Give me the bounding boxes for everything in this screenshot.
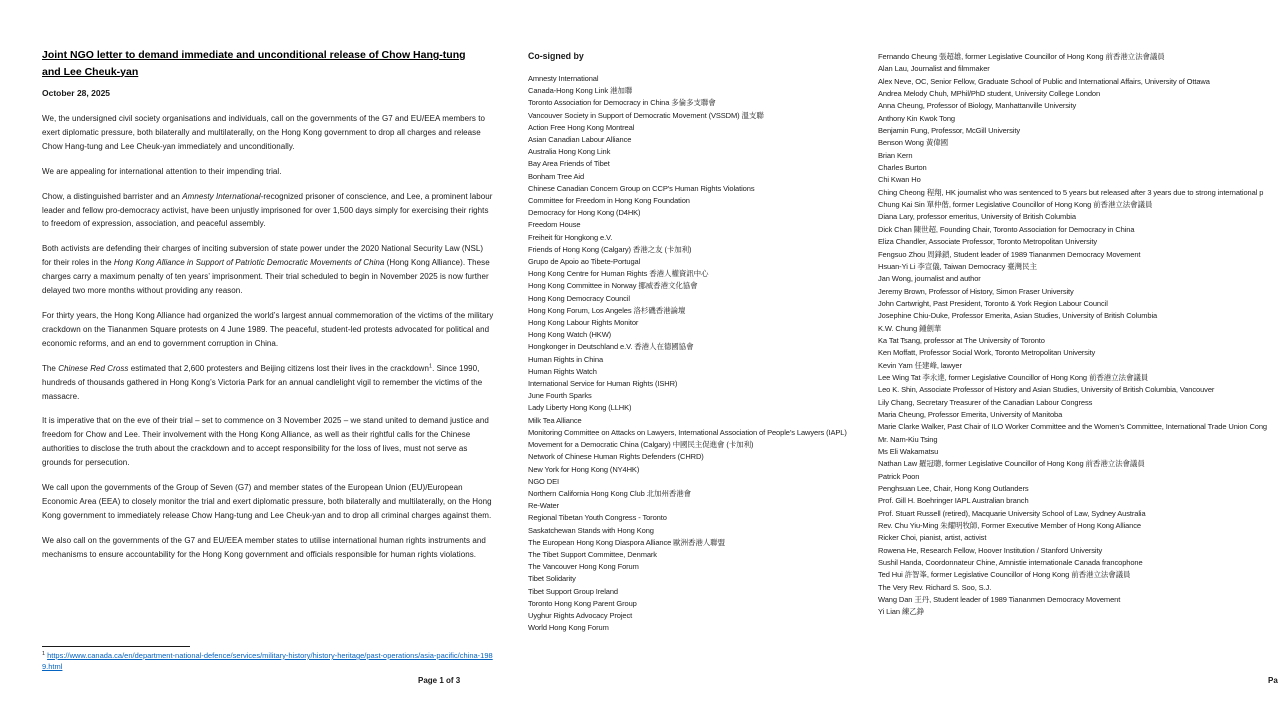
signatory-item: Dick Chan 陳世超, Founding Chair, Toronto Association for Democracy in China [878, 224, 1135, 234]
signatory-item: Lee Wing Tat 李永達, former Legislative Councillor of Hong Kong 前香港立法會議員 [878, 372, 1149, 382]
signatory-item: Wang Dan 王丹, Student leader of 1989 Tiananmen Democracy Movement [878, 595, 1121, 605]
signatory-item: Anthony Kin Kwok Tong [878, 113, 955, 123]
signatory-item: Rowena He, Research Fellow, Hoover Institution / Stanford University [878, 545, 1103, 555]
signatory-item: Alex Neve, OC, Senior Fellow, Graduate School of Public and International Affairs, University of Ottawa [878, 76, 1210, 86]
organization-item: Lady Liberty Hong Kong (LLHK) [528, 403, 632, 413]
signatory-item: Yi Lian 練乙錚 [878, 607, 925, 617]
signatory-item: Sushil Handa, Coordonnateur Chine, Amnistie internationale Canada francophone [878, 558, 1143, 568]
organization-item: Canada-Hong Kong Link 港加聯 [528, 86, 633, 96]
letter-paragraph: For thirty years, the Hong Kong Alliance had organized the world’s largest annual commemoration of the victims of the military crackdown on the Tiananmen Square protests on 4 June 1989. The peaceful, student-led protests advocated for political and economic reforms, and an end to government corruption in China. [42, 310, 494, 348]
signatories-list [878, 51, 1280, 619]
organization-item: Chinese Canadian Concern Group on CCP’s Human Rights Violations [528, 183, 755, 193]
signatory-item: Prof. Stuart Russell (retired), Macquarie University School of Law, Sydney Australia [878, 508, 1146, 518]
organization-item: Human Rights in China [528, 354, 604, 364]
letter-paragraph: We, the undersigned civil society organisations and individuals, call on the governments of the G7 and EU/EEA members to exert diplomatic pressure, both bilaterally and multilaterally, on the Hong Kong government to drop all charges and release Chow Hang-tung and Lee Cheuk-yan immediately and unconditionally. [42, 114, 485, 151]
signatory-item: Lily Chang, Secretary Treasurer of the Canadian Labour Congress [878, 397, 1093, 407]
letter-body [42, 112, 494, 562]
signatory-item: Ken Moffatt, Professor Social Work, Toronto Metropolitan University [878, 348, 1096, 358]
signatory-item: Fernando Cheung 張超雄, former Legislative Councillor of Hong Kong 前香港立法會議員 [878, 52, 1165, 61]
organization-item: World Hong Kong Forum [528, 623, 609, 633]
signatory-item: Fengsuo Zhou 周鋒鎖, Student leader of 1989 Tiananmen Democracy Movement [878, 249, 1141, 259]
letter-paragraph: We also call on the governments of the G7 and EU/EEA member states to utilise international human rights instruments and mechanisms to ensure accountability for the Hong Kong government and officials responsible for human rights violations. [42, 535, 486, 559]
cosigned-heading: Co-signed by [528, 51, 584, 61]
signatory-item: Benjamin Fung, Professor, McGill University [878, 126, 1020, 136]
organization-item: Committee for Freedom in Hong Kong Foundation [528, 196, 690, 206]
page2-footer-partial: Pa [1268, 676, 1278, 685]
organization-item: International Service for Human Rights (ISHR) [528, 379, 678, 389]
organizations-list [528, 73, 847, 634]
organization-item: Network of Chinese Human Rights Defenders (CHRD) [528, 452, 704, 462]
signatory-item: Diana Lary, professor emeritus, University of British Columbia [878, 212, 1076, 222]
organization-item: New York for Hong Kong (NY4HK) [528, 464, 640, 474]
signatory-item: K.W. Chung 鍾劍華 [878, 323, 942, 333]
organization-item: Tibet Support Group Ireland [528, 586, 618, 596]
footnote [42, 651, 494, 673]
footnote-link[interactable]: https://www.canada.ca/en/department-national-defence/services/military-history/history-heritage/past-operations/asia-pacific/china-1989.html [42, 651, 493, 671]
organization-item: Vancouver Society in Support of Democratic Movement (VSSDM) 溫支聯 [528, 110, 764, 120]
organization-item: Regional Tibetan Youth Congress - Toronto [528, 513, 667, 523]
organization-item: Freedom House [528, 220, 581, 230]
signatory-item: Andrea Melody Chuh, MPhil/PhD student, University College London [878, 89, 1101, 99]
letter-date: October 28, 2025 [42, 88, 111, 98]
organization-item: Hong Kong Labour Rights Monitor [528, 318, 639, 328]
organization-item: NGO DEI [528, 476, 559, 486]
organization-item: Asian Canadian Labour Alliance [528, 135, 632, 145]
letter-paragraph: We are appealing for international attention to their impending trial. [42, 166, 282, 176]
organization-item: Monitoring Committee on Attacks on Lawyers, International Association of People’s Lawyers (IAPL) [528, 427, 847, 437]
organization-item: Human Rights Watch [528, 366, 597, 376]
organization-item: Action Free Hong Kong Montreal [528, 122, 635, 132]
organization-item: The Tibet Support Committee, Denmark [528, 549, 657, 559]
letter-paragraph: We call upon the governments of the Group of Seven (G7) and member states of the European Union (EU)/European Economic Area (EEA) to closely monitor the trial and exert diplomatic pressure, both bilaterally and multilaterally, on the Hong Kong government to immediately release Chow Hang-tung and Lee Cheuk-yan and to drop all criminal charges against them. [42, 483, 492, 520]
organization-item: Freiheit für Hongkong e.V. [528, 232, 613, 242]
organization-item: Movement for a Democratic China (Calgary) 中國民主促進會 (卡加利) [528, 440, 754, 450]
organization-item: Toronto Hong Kong Parent Group [528, 598, 637, 608]
letter-paragraph: The Chinese Red Cross estimated that 2,600 protesters and Beijing citizens lost their lives in the crackdown$^1$. Since 1990, hundreds of thousands gathered in Hong Kong’s Victoria Park for an annual candlelight vigil to remember the victims of the massacre. [42, 363, 483, 401]
signatory-item: Leo K. Shin, Associate Professor of History and Asian Studies, University of British Columbia, Vancouver [878, 385, 1215, 395]
organization-item: Australia Hong Kong Link [528, 147, 611, 157]
footnote-divider [42, 646, 190, 647]
organization-item: Hong Kong Centre for Human Rights 香港人權資訊中心 [528, 269, 709, 279]
signatory-item: Benson Wong 黃偉國 [878, 138, 949, 148]
signatory-item: Chi Kwan Ho [878, 175, 921, 185]
signatory-item: Hsuan-Yi Li 李宣儀, Taiwan Democracy 臺灣民主 [878, 261, 1037, 271]
organization-item: Hong Kong Committee in Norway 挪威香港文化協會 [528, 281, 698, 291]
signatory-item: Anna Cheung, Professor of Biology, Manhattanville University [878, 101, 1077, 111]
organization-item: Hong Kong Forum, Los Angeles 洛杉磯香港論壇 [528, 305, 686, 315]
signatory-item: Prof. Gill H. Boehringer IAPL Australian branch [878, 496, 1029, 506]
organization-item: Uyghur Rights Advocacy Project [528, 610, 633, 620]
signatory-item: Jan Wong, journalist and author [878, 274, 981, 284]
organization-item: Northern California Hong Kong Club 北加州香港會 [528, 488, 692, 498]
organization-item: Democracy for Hong Kong (D4HK) [528, 208, 641, 218]
organization-item: Hong Kong Watch (HKW) [528, 330, 612, 340]
organization-item: Friends of Hong Kong (Calgary) 香港之友 (卡加利) [528, 244, 692, 254]
signatory-item: Maria Cheung, Professor Emerita, University of Manitoba [878, 409, 1063, 419]
organization-item: Saskatchewan Stands with Hong Kong [528, 525, 654, 535]
signatory-item: The Very Rev. Richard S. Soo, S.J. [878, 582, 992, 592]
footnote-marker: 1 [42, 650, 46, 657]
letter-paragraph: It is imperative that on the eve of their trial – set to commence on 3 November 2025 – we stand united to demand justice and freedom for Chow and Lee. Their involvement with the Hong Kong Alliance, as well as their rightful calls for the Chinese authorities to disclose the truth about the crackdown and to accept responsibility for the loss of lives, must not serve as grounds for persecution. [42, 416, 489, 468]
organization-item: Bonham Tree Aid [528, 171, 585, 181]
signatory-item: Penghsuan Lee, Chair, Hong Kong Outlanders [878, 484, 1029, 494]
organization-item: Grupo de Apoio ao Tibete-Portugal [528, 257, 641, 267]
signatory-item: Mr. Nam-Kiu Tsing [878, 434, 938, 444]
organization-item: Milk Tea Alliance [528, 415, 582, 425]
organization-item: Hongkonger in Deutschland e.V. 香港人在德國協會 [528, 342, 694, 352]
organization-item: Re-Water [528, 501, 560, 511]
signatory-item: Nathan Law 羅冠聰, former Legislative Councillor of Hong Kong 前香港立法會議員 [878, 459, 1145, 469]
organization-item: June Fourth Sparks [528, 391, 592, 401]
organization-item: Tibet Solidarity [528, 574, 576, 584]
signatory-item: Jeremy Brown, Professor of History, Simon Fraser University [878, 286, 1074, 296]
signatory-item: Ka Tat Tsang, professor at The University of Toronto [878, 335, 1045, 345]
signatory-item: Marie Clarke Walker, Past Chair of ILO Worker Committee and the Women’s Committee, International Trade Union Cong [878, 422, 1268, 432]
signatory-item: Ted Hui 許智峯, former Legislative Councillor of Hong Kong 前香港立法會議員 [878, 570, 1131, 580]
letter-title-line: Joint NGO letter to demand immediate and unconditional release of Chow Hang-tung [42, 49, 466, 61]
letter-paragraph: Both activists are defending their charges of inciting subversion of state power under the 2020 National Security Law (NSL) for their roles in the Hong Kong Alliance in Support of Patriotic Democratic Movements of China (Hong Kong Alliance). These charges carry a maximum penalty of ten years’ imprisonment. Their trial scheduled to begin in November 2025 is now further delayed two more months without providing any reason. [42, 244, 490, 296]
letter-title-line: and Lee Cheuk-yan [42, 65, 139, 78]
signatory-item: Brian Kern [878, 150, 913, 160]
letter-page [42, 47, 494, 573]
signatory-item: Rev. Chu Yiu-Ming 朱耀明牧師, Former Executive Member of Hong Kong Alliance [878, 521, 1141, 531]
organization-item: Amnesty International [528, 74, 599, 83]
organization-item: Toronto Association for Democracy in China 多倫多支聯會 [528, 98, 716, 108]
cosigned-section [528, 50, 847, 634]
letter-title [42, 47, 494, 80]
signatory-item: Kevin Yam 任建峰, lawyer [878, 360, 962, 370]
organization-item: The Vancouver Hong Kong Forum [528, 562, 639, 572]
signatory-item: Ching Cheong 程翔, HK journalist who was sentenced to 5 years but released after 3 years due to strong international p [878, 187, 1264, 197]
signatory-item: Eliza Chandler, Associate Professor, Toronto Metropolitan University [878, 237, 1098, 247]
organization-item: Bay Area Friends of Tibet [528, 159, 610, 169]
signatory-item: Chung Kai Sin 單仲偕, former Legislative Councillor of Hong Kong 前香港立法會議員 [878, 200, 1153, 210]
signatory-item: Charles Burton [878, 163, 927, 173]
signatory-item: Alan Lau, Journalist and filmmaker [878, 64, 990, 74]
signatory-item: Ms Eli Wakamatsu [878, 447, 939, 456]
organization-item: Hong Kong Democracy Council [528, 293, 630, 303]
signatory-item: John Cartwright, Past President, Toronto & York Region Labour Council [878, 298, 1108, 308]
signatory-item: Patrick Poon [878, 471, 920, 481]
letter-paragraph: Chow, a distinguished barrister and an Amnesty International-recognized prisoner of conscience, and Lee, a prominent labour leader and fellow pro-democracy activist, have been unjustly imprisoned for over 1,500 days simply for exercising their rights to freedom of expression, association, and peaceful assembly. [42, 191, 493, 229]
organization-item: The European Hong Kong Diaspora Alliance 歐洲香港人聯盟 [528, 537, 725, 547]
page1-footer: Page 1 of 3 [418, 676, 461, 685]
signatory-item: Ricker Choi, pianist, artist, activist [878, 533, 987, 543]
signatory-item: Josephine Chiu-Duke, Professor Emerita, Asian Studies, University of British Columbia [878, 311, 1158, 321]
